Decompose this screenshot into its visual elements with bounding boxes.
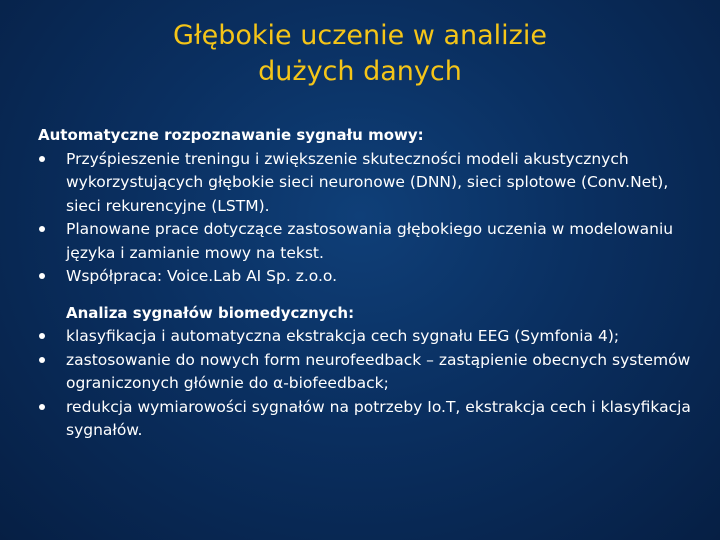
list-item: [38, 396, 698, 443]
section-heading-speech: Automatyczne rozpoznawanie sygnału mowy:: [38, 126, 424, 144]
list-item: [38, 148, 698, 219]
bullet-icon: [39, 404, 45, 410]
bullet-list-biomedical: [38, 325, 698, 443]
list-item-text: Planowane prace dotyczące zastosowania głębokiego uczenia w modelowaniu języka i zamianie mowy na tekst.: [66, 220, 674, 262]
slide-title-line-1: Głębokie uczenie w analizie: [173, 20, 547, 51]
bullet-icon: [39, 226, 45, 232]
bullet-list-speech: [38, 148, 698, 289]
list-item-text: zastosowanie do nowych form neurofeedback – zastąpienie obecnych systemów ograniczonych głównie do α-biofeedback;: [66, 350, 691, 392]
slide-title-line-2: dużych danych: [258, 56, 462, 87]
section-spacer: [38, 289, 698, 302]
section-heading-biomedical: Analiza sygnałów biomedycznych:: [66, 303, 355, 322]
list-item: [38, 265, 698, 289]
slide-content: [38, 124, 698, 443]
list-item: [38, 349, 698, 396]
list-item-text: Przyśpieszenie treningu i zwiększenie skuteczności modeli akustycznych wykorzystujących głębokie sieci neuronowe (DNN), sieci splotowe (Conv.Net), sieci rekurencyjne (LSTM).: [66, 149, 669, 215]
bullet-icon: [39, 273, 45, 279]
bullet-icon: [39, 357, 45, 363]
list-item-text: klasyfikacja i automatyczna ekstrakcja cech sygnału EEG (Symfonia 4);: [66, 327, 620, 345]
list-item-text: Współpraca: Voice.Lab AI Sp. z.o.o.: [66, 267, 338, 285]
bullet-icon: [39, 333, 45, 339]
list-item-text: redukcja wymiarowości sygnałów na potrzeby Io.T, ekstrakcja cech i klasyfikacja sygnałów.: [66, 397, 691, 439]
list-item: [38, 218, 698, 265]
slide-title: [0, 18, 720, 90]
list-item: [38, 325, 698, 349]
bullet-icon: [39, 156, 45, 162]
